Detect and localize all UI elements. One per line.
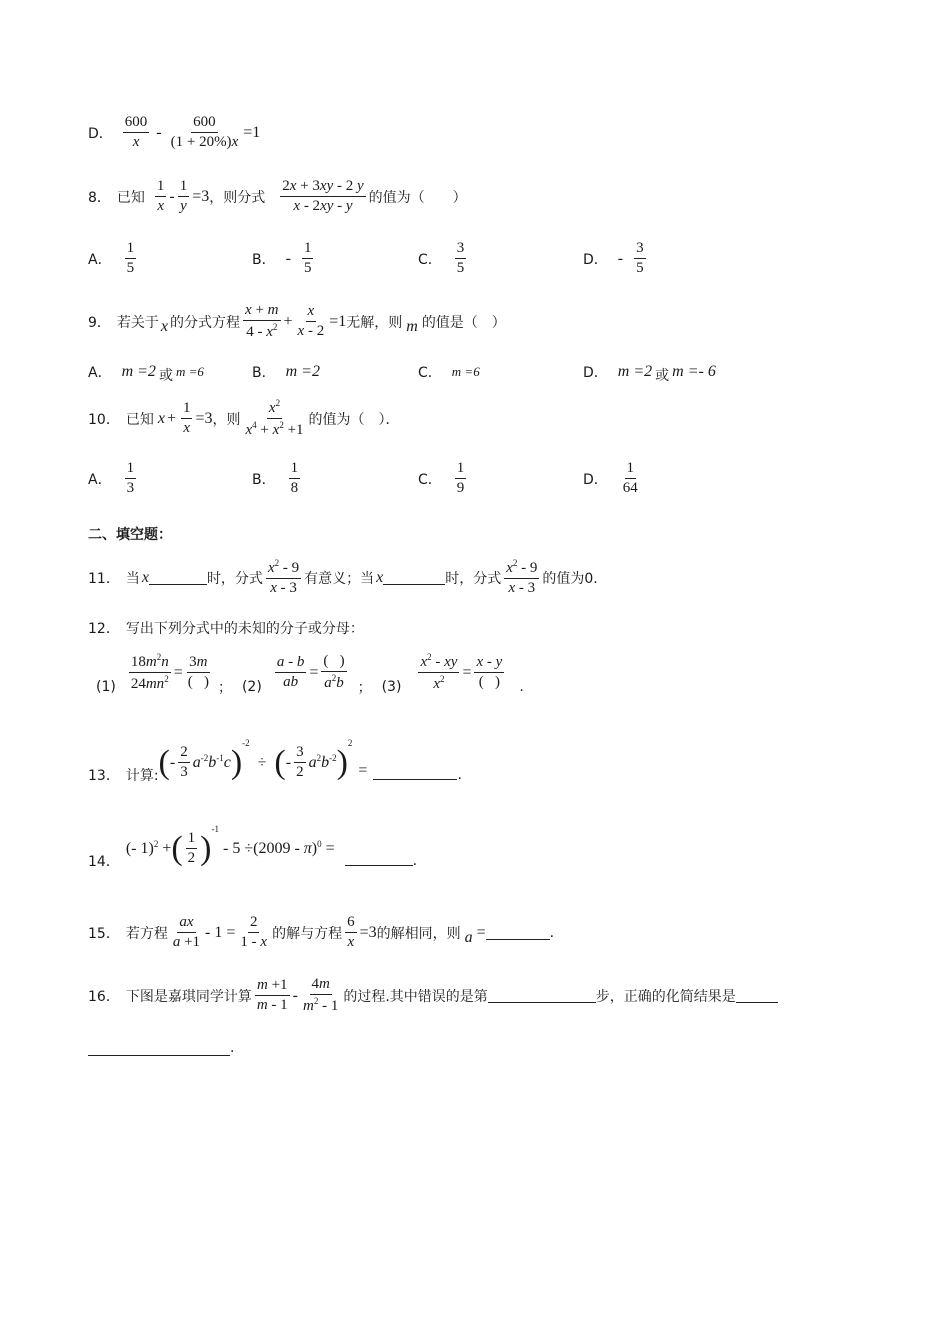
option-label: B． <box>252 365 276 381</box>
option-label: A． <box>88 251 112 268</box>
fraction: $\frac{1}{5}$ <box>126 240 135 277</box>
answer-blank[interactable] <box>383 570 445 585</box>
question-text: 若方程 <box>125 925 168 942</box>
q8-option-d <box>583 240 649 278</box>
fraction: $\frac{x + m}{4 - x^2}$ <box>245 302 279 341</box>
period: . <box>412 852 418 869</box>
q7-option-d: D． $\frac{600}{x}$ - $\frac{600}{(1 + 20\%)x}$ =1 <box>88 114 261 151</box>
q10-option-a <box>88 460 139 498</box>
option-or: 或 <box>158 368 173 384</box>
fraction: $\frac{ax}{a +1}$ <box>172 914 201 951</box>
minus-sign: - <box>617 249 624 267</box>
question-text: 下图是嘉琪同学计算 <box>125 988 252 1005</box>
period: . <box>230 1040 235 1056</box>
option-value: m =- 6 <box>672 363 716 380</box>
equals-three: =3 <box>359 923 377 941</box>
fraction: $\frac{18m^2n}{24mn^2}$ <box>130 652 169 693</box>
q10-option-d <box>583 460 643 498</box>
question-number: 16． <box>88 988 120 1005</box>
question-number: 12． <box>88 621 120 637</box>
question-text: 写出下列分式中的未知的分子或分母： <box>125 621 364 637</box>
fraction: $\frac{x^2 - 9}{x - 3}$ <box>506 558 538 597</box>
question-text: 时，分式 <box>445 570 502 587</box>
question-text: ，则分式 <box>209 189 266 206</box>
option-label: A． <box>88 471 112 488</box>
fraction: $\frac{x - y}{( )}$ <box>476 654 503 691</box>
fraction: $\frac{x^2 - 9}{x - 3}$ <box>267 558 300 597</box>
question-number: 10． <box>88 411 120 428</box>
fraction: $\frac{x}{x - 2}$ <box>297 303 325 340</box>
option-label: D． <box>583 365 608 381</box>
fraction: $\frac{3}{2}$ <box>296 744 304 781</box>
fraction: $\frac{x^2}{x^4 + x^2 +1}$ <box>245 398 304 439</box>
answer-blank[interactable] <box>149 570 207 585</box>
question-12-parts: (1) $\frac{18m^2n}{24mn^2}$ = $\frac{3m}{( )}$ ； (2) $\frac{a - b}{ab}$ = $\frac{( )}{a^2b}$ ； (3) $\frac{x^2 - xy}{x^2}$ = $\frac{x - y}{( )}$ . <box>96 652 524 696</box>
question-text: 无解，则 <box>346 314 403 331</box>
equals-three: =3 <box>195 409 213 427</box>
answer-blank[interactable] <box>373 765 457 780</box>
question-number: 9． <box>88 314 111 331</box>
answer-blank[interactable] <box>488 988 596 1003</box>
q9-option-a <box>88 362 204 382</box>
question-text: 当 <box>125 570 140 587</box>
option-value: m =6 <box>451 364 480 379</box>
option-value: m =2 <box>285 363 320 380</box>
option-value: m =2 <box>617 363 653 380</box>
option-label: C． <box>418 251 442 268</box>
fraction: $\frac{1}{2}$ <box>187 830 196 867</box>
q8-option-b <box>252 240 316 278</box>
question-number: 15． <box>88 925 120 942</box>
answer-blank[interactable] <box>88 1041 230 1056</box>
q9-option-b <box>252 362 320 382</box>
equals-one: =1 <box>329 312 347 330</box>
variable-m: m <box>406 317 418 335</box>
part-label: (2) <box>241 678 262 695</box>
part-label: (3) <box>381 678 402 695</box>
question-text: 时，分式 <box>206 570 263 587</box>
fraction: $\frac{4m}{m^2 - 1}$ <box>303 976 339 1015</box>
question-text: 的值为（ ）． <box>308 411 400 428</box>
period: . <box>457 766 462 783</box>
fraction: $\frac{600}{x}$ <box>124 114 148 151</box>
fraction: $\frac{3m}{( )}$ <box>187 654 209 691</box>
question-text: 的值为（ ） <box>368 189 467 206</box>
equals-three: =3 <box>192 187 210 205</box>
question-text: 的值是（ ） <box>421 314 506 331</box>
equals-one: =1 <box>243 123 261 141</box>
answer-blank[interactable] <box>736 988 778 1003</box>
question-text: 的过程.其中错误的是第 <box>343 988 488 1005</box>
q8-option-a <box>88 240 139 278</box>
q9-option-d <box>583 362 716 382</box>
question-15: 15． 若方程 $\frac{ax}{a +1}$ - 1 = $\frac{2}{1 - x}$ 的解与方程 $\frac{6}{x}$ =3 的解相同，则 a = . <box>88 914 555 951</box>
part-label: (1) <box>96 678 116 695</box>
q8-option-c <box>418 240 469 278</box>
fraction: $\frac{( )}{a^2b}$ <box>323 653 345 692</box>
question-12 <box>88 618 364 638</box>
question-text: 的解与方程 <box>272 925 343 942</box>
q10-option-b <box>252 460 303 498</box>
fraction: $\frac{a - b}{ab}$ <box>276 654 305 691</box>
question-text: 计算: <box>125 767 159 784</box>
option-label: C． <box>418 365 442 381</box>
question-text: 的解相同，则 <box>376 925 461 942</box>
fraction: $\frac{1}{9}$ <box>456 460 465 497</box>
option-label: A． <box>88 365 112 381</box>
fraction: $\frac{1}{x}$ <box>182 400 191 437</box>
question-text: 若关于 <box>116 314 159 331</box>
fraction: $\frac{1}{x}$ <box>156 178 165 215</box>
question-number: 8． <box>88 189 111 206</box>
separator: ； <box>217 679 232 696</box>
question-16: 16． 下图是嘉琪同学计算 $\frac{m +1}{m - 1}$ - $\frac{4m}{m^2 - 1}$ 的过程.其中错误的是第 步，正确的化简结果是 <box>88 976 778 1016</box>
fraction: $\frac{3}{5}$ <box>456 240 465 277</box>
question-11: 11． 当 x 时，分式 $\frac{x^2 - 9}{x - 3}$ 有意义；当 x 时，分式 $\frac{x^2 - 9}{x - 3}$ 的值为0. <box>88 558 598 597</box>
question-text: 的分式方程 <box>170 314 241 331</box>
fraction: $\frac{2}{3}$ <box>180 744 188 781</box>
option-value: m =2 <box>121 363 156 380</box>
fraction: $\frac{x^2 - xy}{x^2}$ <box>420 652 458 693</box>
question-14: 14． (- 1)$^2$ + ( $\frac{1}{2}$ ) -1 - 5 ÷(2009 - π)$^0$ = . <box>88 823 418 870</box>
fraction: $\frac{1}{8}$ <box>290 460 299 497</box>
fraction: $\frac{2x + 3xy - 2 y}{x - 2xy - y}$ <box>282 178 364 215</box>
fraction: $\frac{m +1}{m - 1}$ <box>256 977 288 1014</box>
fraction: $\frac{1}{64}$ <box>622 460 638 497</box>
separator: ； <box>357 679 372 696</box>
section-heading: 二、填空题： <box>88 527 172 543</box>
fraction: $\frac{1}{y}$ <box>179 178 188 215</box>
option-value: m =6 <box>175 364 204 379</box>
question-number: 14． <box>88 853 120 870</box>
option-label: B． <box>252 251 276 268</box>
question-text: ，则 <box>212 411 241 428</box>
variable-x: x <box>160 317 169 335</box>
fraction: $\frac{1}{5}$ <box>303 240 312 277</box>
q10-option-c <box>418 460 469 498</box>
option-label: C． <box>418 471 442 488</box>
question-number: 11． <box>88 570 120 587</box>
question-text: 的值为0. <box>542 570 598 587</box>
option-or: 或 <box>655 368 670 384</box>
answer-blank[interactable] <box>486 925 550 940</box>
question-8: 8． 已知 $\frac{1}{x}$ - $\frac{1}{y}$ =3 ，则分式 $\frac{2x + 3xy - 2 y}{x - 2xy - y}$ 的值为（ ） <box>88 178 467 215</box>
option-label: D． <box>88 125 113 142</box>
fraction: $\frac{3}{5}$ <box>636 240 644 277</box>
period: . <box>549 924 555 941</box>
question-number: 13． <box>88 767 120 784</box>
minus-sign: - <box>285 249 291 267</box>
option-label: D． <box>583 251 608 268</box>
question-10: 10． 已知 x + $\frac{1}{x}$ =3 ，则 $\frac{x^2}{x^4 + x^2 +1}$ 的值为（ ）． <box>88 398 400 439</box>
option-label: B． <box>252 471 276 488</box>
question-text: 已知 <box>116 189 145 206</box>
question-16-continuation <box>88 1040 234 1056</box>
question-text: 已知 <box>125 411 154 428</box>
fraction: $\frac{600}{(1 + 20\%)x}$ <box>170 114 239 151</box>
question-text: 步，正确的化简结果是 <box>595 988 736 1005</box>
question-13: 13． 计算: ( - $\frac{2}{3}$ $a^{-2}b^{-1}c$ ) -2 ÷ ( - $\frac{3}{2}$ $a^2b^{-2}$ ) 2 = . <box>88 737 462 784</box>
fraction: $\frac{2}{1 - x}$ <box>240 914 268 951</box>
fraction: $\frac{6}{x}$ <box>347 914 355 951</box>
question-text: 有意义；当 <box>304 570 375 587</box>
answer-blank[interactable] <box>345 851 413 866</box>
q9-option-c <box>418 362 480 382</box>
option-label: D． <box>583 471 608 488</box>
question-9: 9． 若关于 x 的分式方程 $\frac{x + m}{4 - x^2}$ + $\frac{x}{x - 2}$ =1 无解，则 m 的值是（ ） <box>88 302 506 341</box>
fraction: $\frac{1}{3}$ <box>126 460 135 497</box>
period: . <box>519 678 524 695</box>
